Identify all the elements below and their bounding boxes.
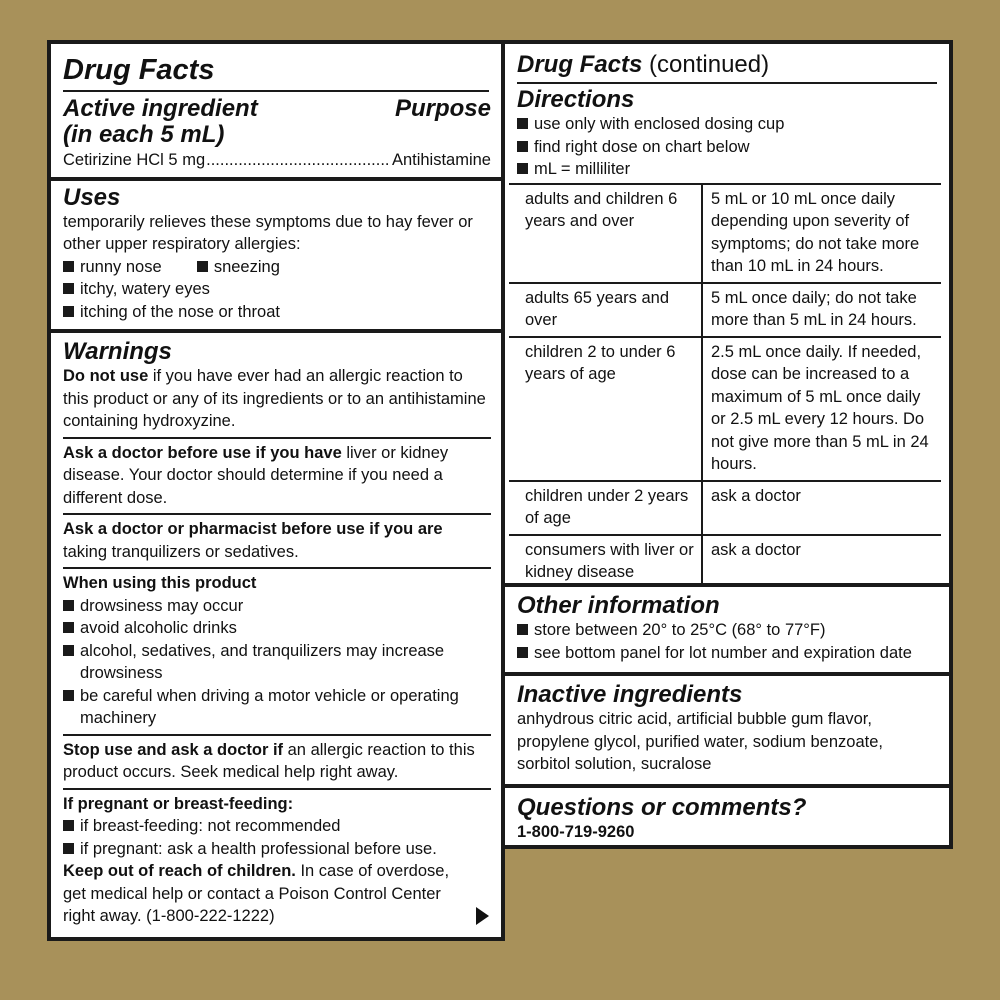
continued-title: Drug Facts (continued)	[517, 51, 770, 78]
ask-pharmacist-text: Ask a doctor or pharmacist before use if you are taking tranquilizers or sedatives.	[63, 520, 443, 561]
when-using-heading: When using this product	[63, 574, 257, 592]
warnings-heading: Warnings	[63, 338, 172, 365]
questions-heading: Questions or comments?	[517, 794, 807, 821]
directions-heading: Directions	[517, 86, 635, 113]
warnings-section	[51, 333, 501, 928]
keep-out-text: Keep out of reach of children. In case of overdose, get medical help or contact a Poison Control Center right away. (1-800-222-1222)	[63, 862, 450, 925]
pregnant-heading: If pregnant or breast-feeding:	[63, 794, 294, 813]
drug-facts-right-panel	[501, 40, 953, 587]
list-item: itchy, watery eyes	[63, 278, 491, 301]
list-item: see bottom panel for lot number and expiration date	[517, 642, 939, 665]
table-row: children under 2 years of age ask a doctor	[509, 481, 941, 535]
table-row: adults 65 years and over 5 mL once daily; do not take more than 5 mL in 24 hours.	[509, 283, 941, 337]
list-item: find right dose on chart below	[517, 136, 939, 159]
ingredient-name: Cetirizine HCl 5 mg	[63, 151, 206, 169]
phone-number: 1-800-719-9260	[517, 823, 635, 841]
ingredient-purpose: Antihistamine	[391, 151, 491, 169]
continue-arrow-icon	[476, 907, 489, 925]
table-row: consumers with liver or kidney disease ask a doctor	[509, 535, 941, 588]
directions-section	[505, 84, 949, 181]
active-ingredient-subheading: (in each 5 mL)	[63, 121, 225, 148]
uses-heading: Uses	[63, 183, 121, 211]
questions-panel	[501, 784, 953, 849]
list-item: if breast-feeding: not recommended	[63, 815, 491, 838]
list-item: runny nose sneezing	[63, 256, 491, 279]
list-item: store between 20° to 25°C (68° to 77°F)	[517, 619, 939, 642]
other-information-heading: Other information	[517, 592, 720, 619]
list-item: be careful when driving a motor vehicle or operating machinery	[63, 685, 491, 730]
list-item: mL = milliliter	[517, 158, 939, 181]
stop-use-text: Stop use and ask a doctor if an allergic reaction to this product occurs. Seek medical help right away.	[63, 740, 475, 781]
active-ingredient-heading: Active ingredient	[63, 95, 258, 122]
list-item: itching of the nose or throat	[63, 301, 491, 324]
uses-intro: temporarily relieves these symptoms due to hay fever or other upper respiratory allergies:	[63, 212, 473, 253]
other-information-panel	[501, 583, 953, 676]
inactive-ingredients-text: anhydrous citric acid, artificial bubble gum flavor, propylene glycol, purified water, sodium benzoate, sorbitol solution, sucralose	[517, 710, 883, 773]
list-item: avoid alcoholic drinks	[63, 617, 491, 640]
list-item: drowsiness may occur	[63, 595, 491, 618]
ingredient-row	[63, 149, 491, 172]
table-row: adults and children 6 years and over 5 mL or 10 mL once daily depending upon severity of symptoms; do not take more than 10 mL in 24 hours.	[509, 184, 941, 283]
drug-facts-title: Drug Facts	[63, 54, 215, 86]
purpose-heading: Purpose	[394, 95, 491, 122]
table-row: children 2 to under 6 years of age 2.5 mL once daily. If needed, dose can be increased to a maximum of 5 mL once daily or 2.5 mL every 12 hours. Do not give more than 5 mL in 24 hours.	[509, 337, 941, 481]
list-item: use only with enclosed dosing cup	[517, 113, 939, 136]
inactive-ingredients-heading: Inactive ingredients	[517, 681, 743, 708]
inactive-ingredients-panel	[501, 672, 953, 788]
list-item: if pregnant: ask a health professional before use.	[63, 838, 491, 861]
uses-section	[51, 181, 501, 324]
do-not-use-text: Do not use if you have ever had an allergic reaction to this product or any of its ingredients or to an antihistamine containing hydroxyzine.	[63, 367, 486, 430]
dosing-table	[509, 183, 941, 588]
drug-facts-left-panel	[47, 40, 505, 941]
list-item: alcohol, sedatives, and tranquilizers may increase drowsiness	[63, 640, 491, 685]
ask-doctor-text: Ask a doctor before use if you have liver or kidney disease. Your doctor should determine if you need a different dose.	[63, 443, 449, 507]
